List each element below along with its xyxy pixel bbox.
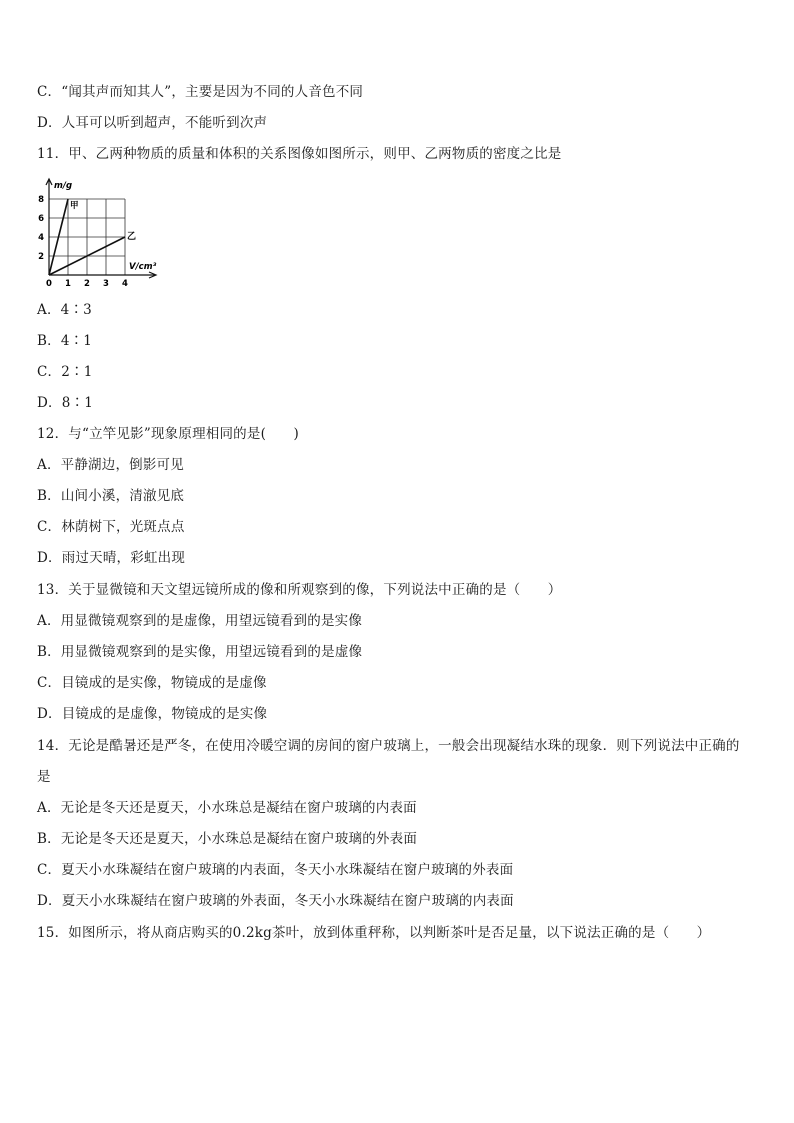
question-12: 12．与“立竿见影”现象原理相同的是( )	[37, 426, 299, 442]
q13-option-d: D．目镜成的是虚像，物镜成的是实像	[37, 706, 268, 722]
q13-option-c: C．目镜成的是实像，物镜成的是虚像	[37, 675, 267, 691]
question-14: 14．无论是酷暑还是严冬，在使用冷暖空调的房间的窗户玻璃上，一般会出现凝结水珠的现象．则下列说法中正确的	[37, 738, 740, 754]
question-13: 13．关于显微镜和天文望远镜所成的像和所观察到的像，下列说法中正确的是（ ）	[37, 582, 562, 598]
q14-option-d: D．夏天小水珠凝结在窗户玻璃的外表面，冬天小水珠凝结在窗户玻璃的内表面	[37, 893, 514, 909]
x-tick-0: 0	[46, 279, 52, 289]
x-tick-1: 1	[65, 279, 71, 289]
y-tick-8: 8	[38, 195, 44, 205]
q11-option-d: D．8∶1	[37, 395, 94, 411]
y-tick-4: 4	[38, 233, 44, 243]
series-yi-label: 乙	[127, 232, 137, 242]
y-axis-label: m/g	[54, 181, 73, 191]
q11-option-c: C．2∶1	[37, 364, 93, 380]
y-tick-6: 6	[38, 214, 44, 224]
line-c10: C．“闻其声而知其人”，主要是因为不同的人音色不同	[37, 84, 364, 100]
q13-option-b: B．用显微镜观察到的是实像，用望远镜看到的是虚像	[37, 644, 363, 660]
question-15: 15．如图所示，将从商店购买的0.2kg茶叶，放到体重秤称，以判断茶叶是否足量，以下说法正确的是（ ）	[37, 925, 711, 941]
y-tick-2: 2	[38, 252, 44, 262]
q14-option-c: C．夏天小水珠凝结在窗户玻璃的内表面，冬天小水珠凝结在窗户玻璃的外表面	[37, 862, 514, 878]
mass-volume-graph	[35, 172, 165, 292]
grid	[49, 199, 125, 275]
q12-option-d: D．雨过天晴，彩虹出现	[37, 550, 186, 566]
q14-option-a: A．无论是冬天还是夏天，小水珠总是凝结在窗户玻璃的内表面	[37, 800, 417, 816]
line-d10: D．人耳可以听到超声，不能听到次声	[37, 115, 268, 131]
question-11: 11．甲、乙两种物质的质量和体积的关系图像如图所示，则甲、乙两物质的密度之比是	[37, 146, 562, 162]
x-axis-label: V/cm³	[129, 262, 157, 272]
q13-option-a: A．用显微镜观察到的是虚像，用望远镜看到的是实像	[37, 613, 363, 629]
x-tick-2: 2	[84, 279, 90, 289]
x-tick-3: 3	[103, 279, 109, 289]
q12-option-c: C．林荫树下，光斑点点	[37, 519, 185, 535]
q12-option-a: A．平静湖边，倒影可见	[37, 457, 184, 473]
q12-option-b: B．山间小溪，清澈见底	[37, 488, 185, 504]
q11-option-b: B．4∶1	[37, 333, 93, 349]
q11-option-a: A．4∶3	[37, 302, 92, 318]
q14-option-b: B．无论是冬天还是夏天，小水珠总是凝结在窗户玻璃的外表面	[37, 831, 418, 847]
x-tick-4: 4	[122, 279, 128, 289]
series-jia-label: 甲	[70, 201, 79, 211]
question-14-continued: 是	[37, 769, 51, 785]
